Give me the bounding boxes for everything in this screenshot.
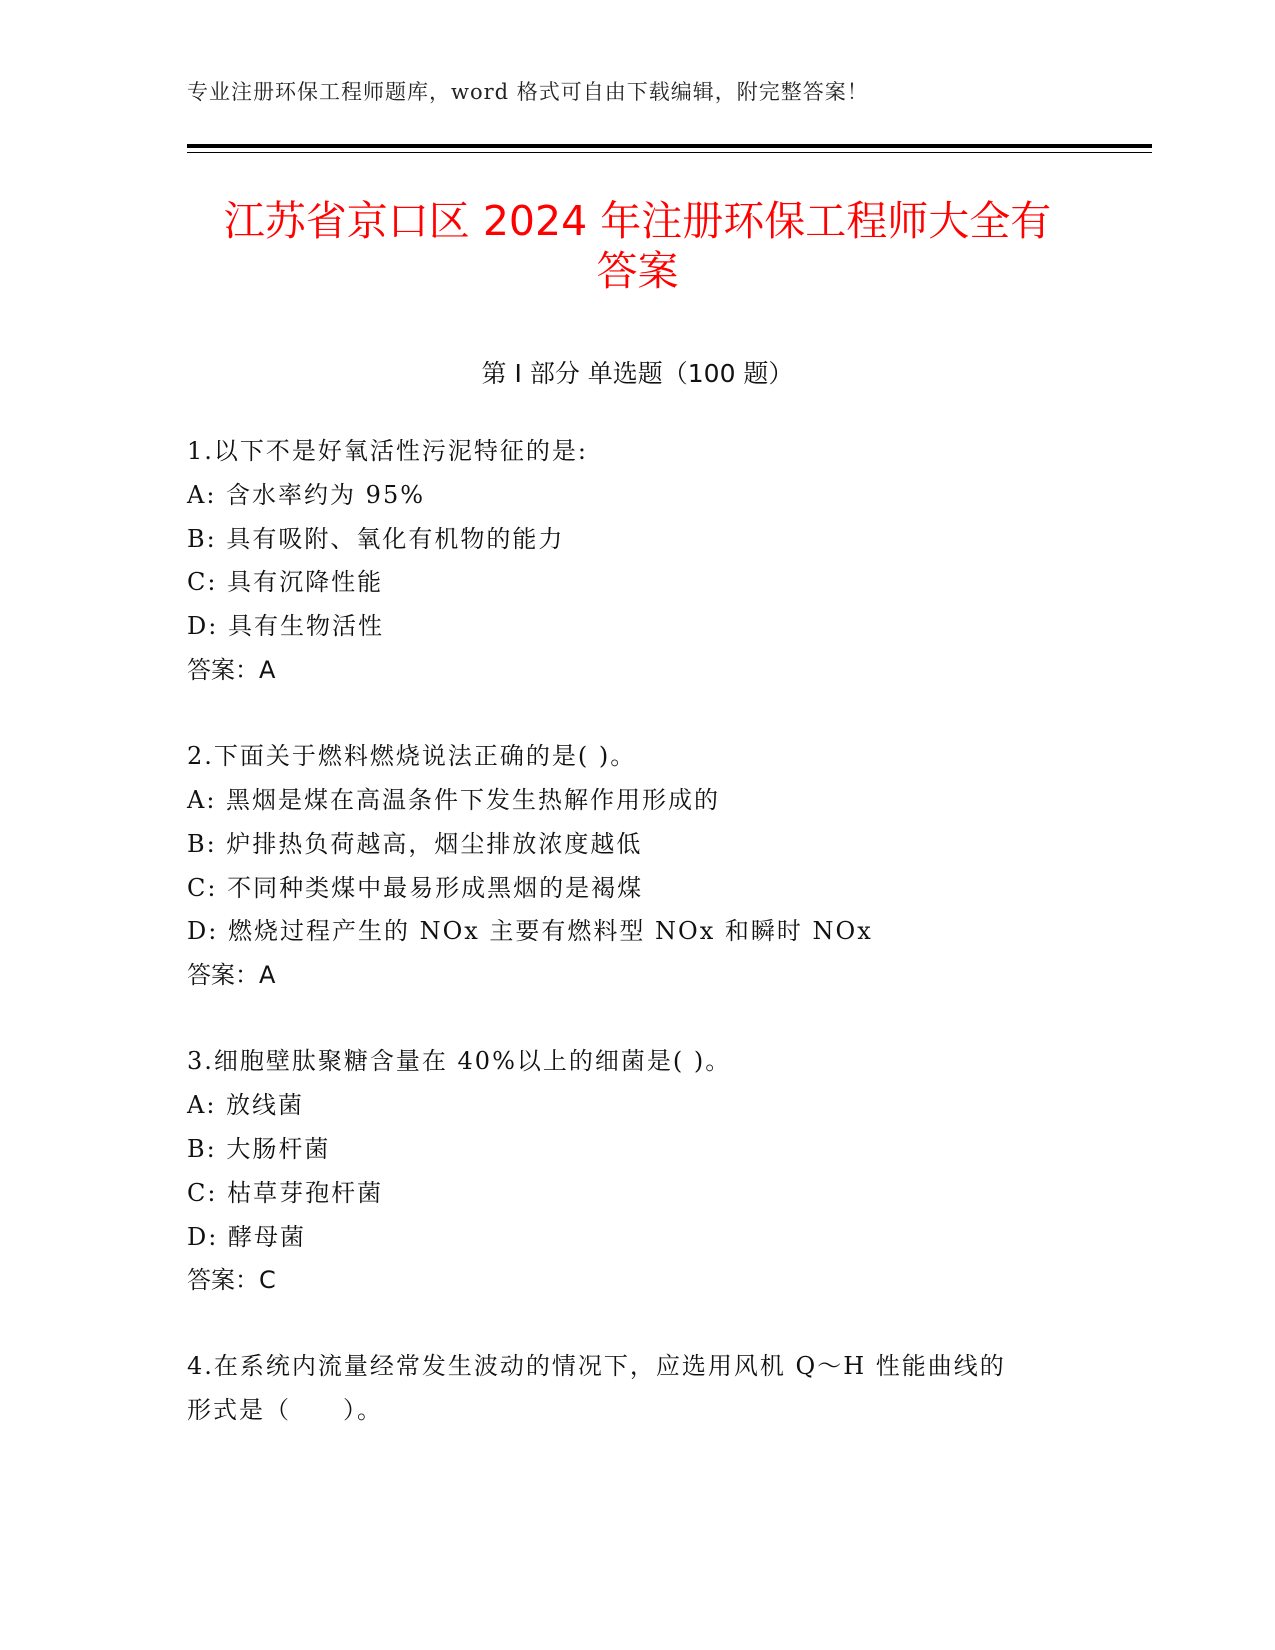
question-2-answer: 答案：A bbox=[187, 961, 276, 989]
header-rule-thin bbox=[187, 152, 1152, 153]
question-3-stem: 3.细胞壁肽聚糖含量在 40%以上的细菌是( )。 bbox=[187, 1047, 732, 1075]
header-note: 专业注册环保工程师题库，word 格式可自由下载编辑，附完整答案！ bbox=[187, 80, 869, 104]
question-2-stem: 2.下面关于燃料燃烧说法正确的是( )。 bbox=[187, 742, 637, 770]
question-2-option-a: A: 黑烟是煤在高温条件下发生热解作用形成的 bbox=[187, 786, 721, 814]
question-1-answer: 答案：A bbox=[187, 656, 276, 684]
document-title bbox=[180, 196, 1095, 296]
question-1-option-d: D: 具有生物活性 bbox=[187, 612, 384, 640]
question-4-stem-line2: 形式是（ ）。 bbox=[187, 1396, 383, 1424]
question-1-stem: 1.以下不是好氧活性污泥特征的是: bbox=[187, 437, 588, 465]
question-4-stem-line1: 4.在系统内流量经常发生波动的情况下，应选用风机 Q～H 性能曲线的 bbox=[187, 1352, 1006, 1380]
question-2-option-b: B: 炉排热负荷越高，烟尘排放浓度越低 bbox=[187, 830, 643, 858]
question-1-option-a: A: 含水率约为 95% bbox=[187, 481, 426, 509]
question-3-option-b: B: 大肠杆菌 bbox=[187, 1135, 331, 1163]
question-3-option-c: C: 枯草芽孢杆菌 bbox=[187, 1179, 384, 1207]
question-1-option-c: C: 具有沉降性能 bbox=[187, 568, 384, 596]
question-3-option-a: A: 放线菌 bbox=[187, 1091, 305, 1119]
document-title-line2: 答案 bbox=[596, 247, 679, 295]
question-2-option-c: C: 不同种类煤中最易形成黑烟的是褐煤 bbox=[187, 874, 644, 902]
header-rule-thick bbox=[187, 144, 1152, 148]
document-title-line1: 江苏省京口区 2024 年注册环保工程师大全有 bbox=[223, 197, 1052, 245]
question-1-option-b: B: 具有吸附、氧化有机物的能力 bbox=[187, 525, 565, 553]
question-3-answer: 答案：C bbox=[187, 1266, 276, 1294]
question-3-option-d: D: 酵母菌 bbox=[187, 1223, 306, 1251]
question-2-option-d: D: 燃烧过程产生的 NOx 主要有燃料型 NOx 和瞬时 NOx bbox=[187, 917, 873, 945]
section-title: 第 I 部分 单选题（100 题） bbox=[481, 359, 794, 388]
